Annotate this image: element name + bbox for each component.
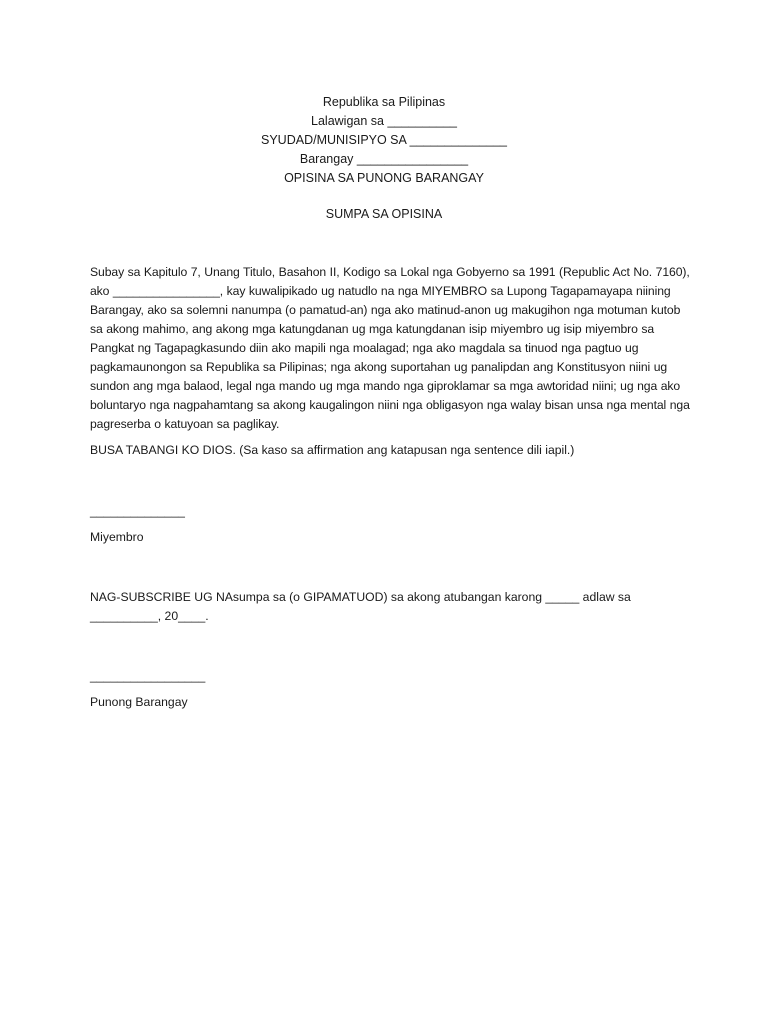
barangay-signature-line: _________________ [90,669,206,683]
header-republic: Republika sa Pilipinas [322,95,446,109]
header-office: OPISINA SA PUNONG BARANGAY [284,171,484,185]
header-province: Lalawigan sa __________ [311,114,457,128]
member-signature-line: ______________ [90,504,185,518]
header-city: SYUDAD/MUNISIPYO SA ______________ [261,133,507,147]
document-header [0,93,768,188]
subscription-line-2: __________, 20____. [90,609,209,623]
member-signature-label: Miyembro [90,530,144,544]
subscription-line-1: NAG-SUBSCRIBE UG NAsumpa sa (o GIPAMATUOD) sa akong atubangan karong _____ adlaw sa [90,590,631,604]
header-barangay: Barangay ________________ [299,152,469,166]
oath-paragraph: Subay sa Kapitulo 7, Unang Titulo, Basahon II, Kodigo sa Lokal nga Gobyerno sa 1991 (Republic Act No. 7160), ako ________________, kay kuwalipikado ug natudlo na nga MIYEMBRO sa Lupong Tagapamayapa niining Barangay, ako sa solemni nanumpa (o pamatud-an) nga ako matinud-anon ug makugihon nga motuman kutob sa akong mahimo, ang akong mga katungdanan ug mga katungdanan isip miyembro ug isip miyembro sa Pangkat ng Tagapagkasundo diin ako mapili nga moalagad; nga ako magdala sa tinuod nga pagtuo ug pagkamaunongon sa Republika sa Pilipinas; nga akong suportahan ug panalipdan ang Konstitusyon niini ug sundon ang mga balaod, legal nga mando ug mga mando nga giproklamar sa mga awtoridad niini; ug nga ako boluntaryo nga nagpahamtang sa akong kaugalingon niini nga obligasyon nga walay bisan unsa nga mental nga pagreserba o katuyoan sa paglikay. [90,265,690,431]
barangay-signature-label: Punong Barangay [90,695,188,709]
document-title: SUMPA SA OPISINA [325,207,443,221]
closing-line: BUSA TABANGI KO DIOS. (Sa kaso sa affirmation ang katapusan nga sentence dili iapil.) [90,443,575,457]
